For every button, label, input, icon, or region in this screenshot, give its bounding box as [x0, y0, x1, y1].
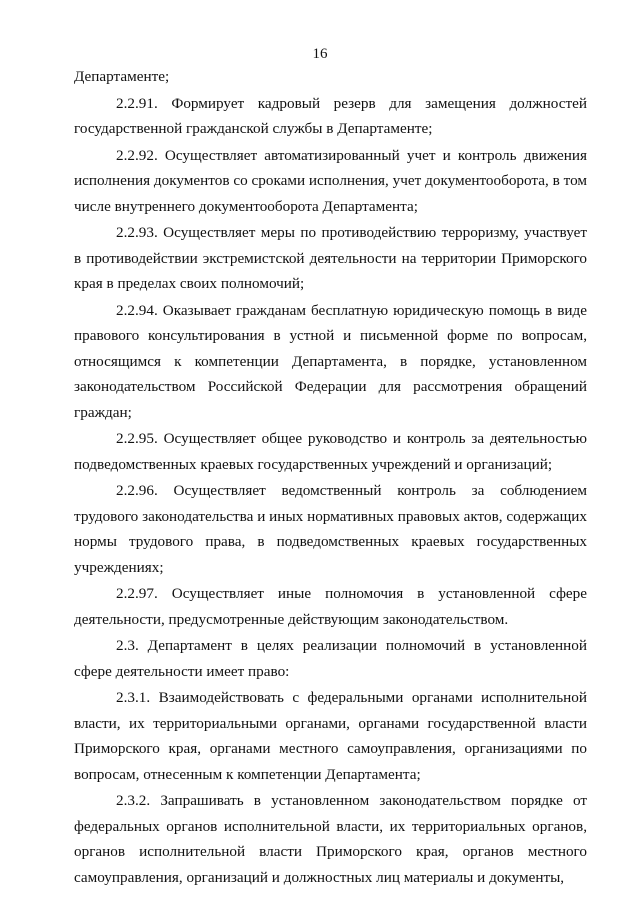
paragraph-2-2-97: 2.2.97. Осуществляет иные полномочия в установленной сфере деятельности, предусмотренные действующим законодательством.	[74, 585, 587, 628]
page-number: 16	[312, 46, 328, 62]
paragraph-2-2-93: 2.2.93. Осуществляет меры по противодействию терроризму, участвует в противодействии экстремистской деятельности на территории Приморского края в пределах своих полномочий;	[74, 224, 587, 292]
paragraph-2-2-96: 2.2.96. Осуществляет ведомственный контроль за соблюдением трудового законодательства и иных нормативных правовых актов, содержащих нормы трудового права, в подведомственных краевых государственных учреждениях;	[74, 482, 587, 576]
paragraph-2-2-95: 2.2.95. Осуществляет общее руководство и контроль за деятельностью подведомственных краевых государственных учреждений и организаций;	[74, 430, 587, 473]
paragraph-2-3-1: 2.3.1. Взаимодействовать с федеральными органами исполнительной власти, их территориальными органами, органами государственной власти Приморского края, органами местного самоуправления, организациями по вопросам, отнесенным к компетенции Департамента;	[74, 689, 587, 783]
paragraph-2-2-91: 2.2.91. Формирует кадровый резерв для замещения должностей государственной гражданской службы в Департаменте;	[74, 94, 587, 137]
paragraph-2-3: 2.3. Департамент в целях реализации полномочий в установленной сфере деятельности имеет право:	[74, 637, 587, 680]
paragraph-2-2-92: 2.2.92. Осуществляет автоматизированный учет и контроль движения исполнения документов со сроками исполнения, учет документооборота, в том числе внутреннего документооборота Департамента;	[74, 146, 587, 215]
paragraph-2-3-2: 2.3.2. Запрашивать в установленном законодательством порядке от федеральных органов исполнительной власти, их территориальных органов, органов исполнительной власти Приморского края, органов местного самоуправления, организаций и должностных лиц материалы и документы,	[74, 792, 587, 886]
paragraph-2-2-94: 2.2.94. Оказывает гражданам бесплатную юридическую помощь в виде правового консультирования в устной и письменной форме по вопросам, относящимся к компетенции Департамента, в порядке, установленном законодательством Российской Федерации для рассмотрения обращений граждан;	[74, 301, 587, 421]
paragraph-continuation: Департаменте;	[74, 68, 170, 85]
document-body	[74, 64, 587, 891]
